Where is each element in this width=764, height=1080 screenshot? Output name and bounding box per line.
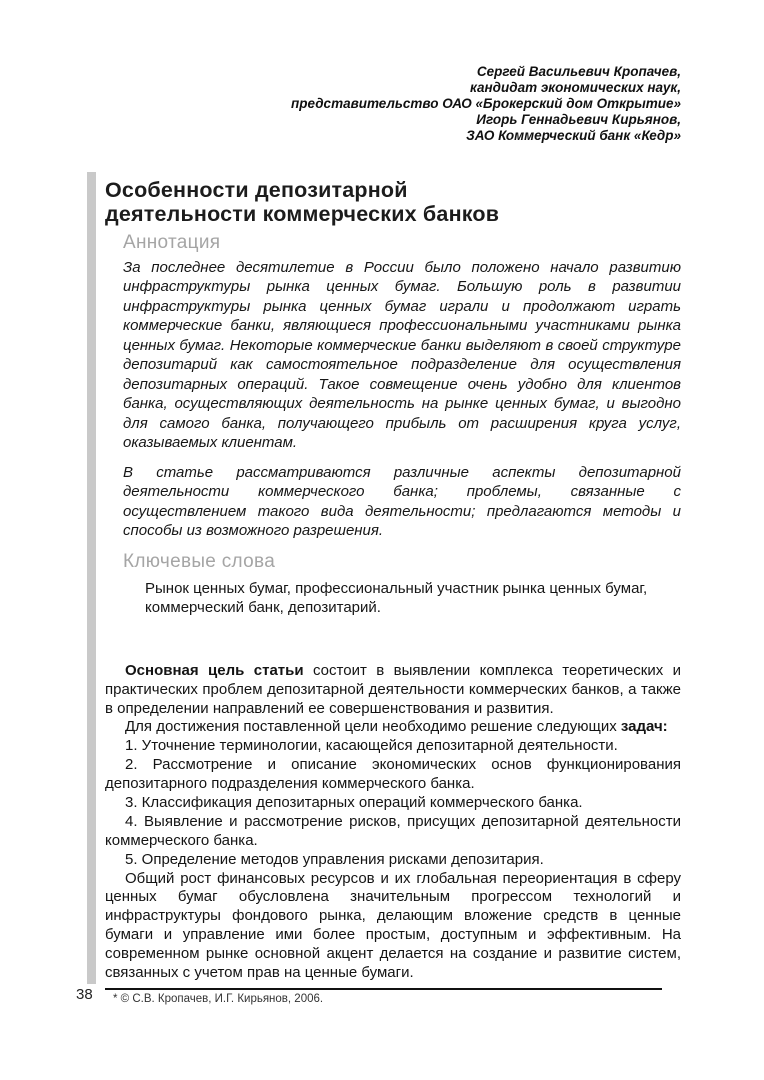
goal-rest: состоит в выявлении комплекса теоретических и практических проблем депозитарной деятельности коммерческих банков, а также в определении направлений ее совершенствования и развития.	[105, 661, 682, 717]
annotation-paragraph-2: В статье рассматриваются различные аспекты депозитарной деятельности коммерческого банка; проблемы, связанные с осуществлением такого вида деятельности; предлагаются методы и способы из возможного разрешения.	[123, 463, 681, 540]
tasks-intro-text: Для достижения поставленной цели необходимо решение следующих	[125, 718, 621, 736]
list-item: 2. Рассмотрение и описание экономических основ функционирования депозитарного подразделения коммерческого банка.	[105, 756, 681, 793]
annotation-paragraph-1: За последнее десятилетие в России было положено начало развитию инфраструктуры рынка ценных бумаг. Большую роль в развитии инфраструктуры рынка ценных бумаг играли и продолжают играть коммерческие банки, являющиеся профессиональными участниками рынка ценных бумаг. Некоторые коммерческие банки выделяют в своей структуре депозитарий как самостоятельное подразделение для осуществления депозитарных операций. Такое совмещение очень удобно для клиентов банка, осуществляющих деятельность на рынке ценных бумаг, и выгодно для самого банка, получающего прибыль от расширения круга услуг, оказываемых клиентам.	[123, 258, 681, 452]
authors-block	[105, 64, 681, 144]
keywords-heading: Ключевые слова	[123, 550, 276, 572]
tasks-bold-word: задач:	[620, 718, 668, 736]
annotation-heading: Аннотация	[123, 231, 221, 253]
list-item: 4. Выявление и рассмотрение рисков, присущих депозитарной деятельности коммерческого банка.	[105, 812, 681, 849]
footnote-rule	[105, 988, 662, 990]
page-content	[0, 64, 764, 983]
author-line: Сергей Васильевич Кропачев,	[476, 64, 681, 79]
page-number: 38	[76, 986, 93, 1003]
body-paragraph-goal	[105, 662, 681, 719]
list-item: 1. Уточнение терминологии, касающейся депозитарной деятельности.	[125, 737, 618, 755]
author-line: представительство ОАО «Брокерский дом Открытие»	[291, 95, 681, 111]
article-body	[105, 662, 681, 983]
body-paragraph-closing: Общий рост финансовых ресурсов и их глобальная переориентация в сферу ценных бумаг обусловлена значительным прогрессом технологий и инфраструктуры фондового рынка, делающим вложение средств в ценные бумаги и управление ими более простым, доступным и эффективным. На современном рынке основной акцент делается на создание и развитие систем, связанных с учетом прав на ценные бумаги.	[105, 869, 681, 982]
author-line: ЗАО Коммерческий банк «Кедр»	[466, 127, 681, 143]
goal-bold-lead: Основная цель статьи	[125, 661, 304, 679]
article-title: Особенности депозитарной деятельности коммерческих банков	[105, 177, 500, 226]
copyright-footnote: * © С.В. Кропачев, И.Г. Кирьянов, 2006.	[113, 993, 324, 1005]
list-item: 5. Определение методов управления рисками депозитария.	[125, 850, 544, 868]
author-line: кандидат экономических наук,	[469, 79, 681, 95]
author-line: Игорь Геннадьевич Кирьянов,	[476, 111, 681, 127]
list-item: 3. Классификация депозитарных операций коммерческого банка.	[125, 794, 583, 811]
body-paragraph-tasks-intro	[105, 718, 681, 737]
keywords-text: Рынок ценных бумаг, профессиональный участник рынка ценных бумаг, коммерческий банк, депозитарий.	[145, 579, 648, 617]
page-footer	[0, 984, 764, 1024]
